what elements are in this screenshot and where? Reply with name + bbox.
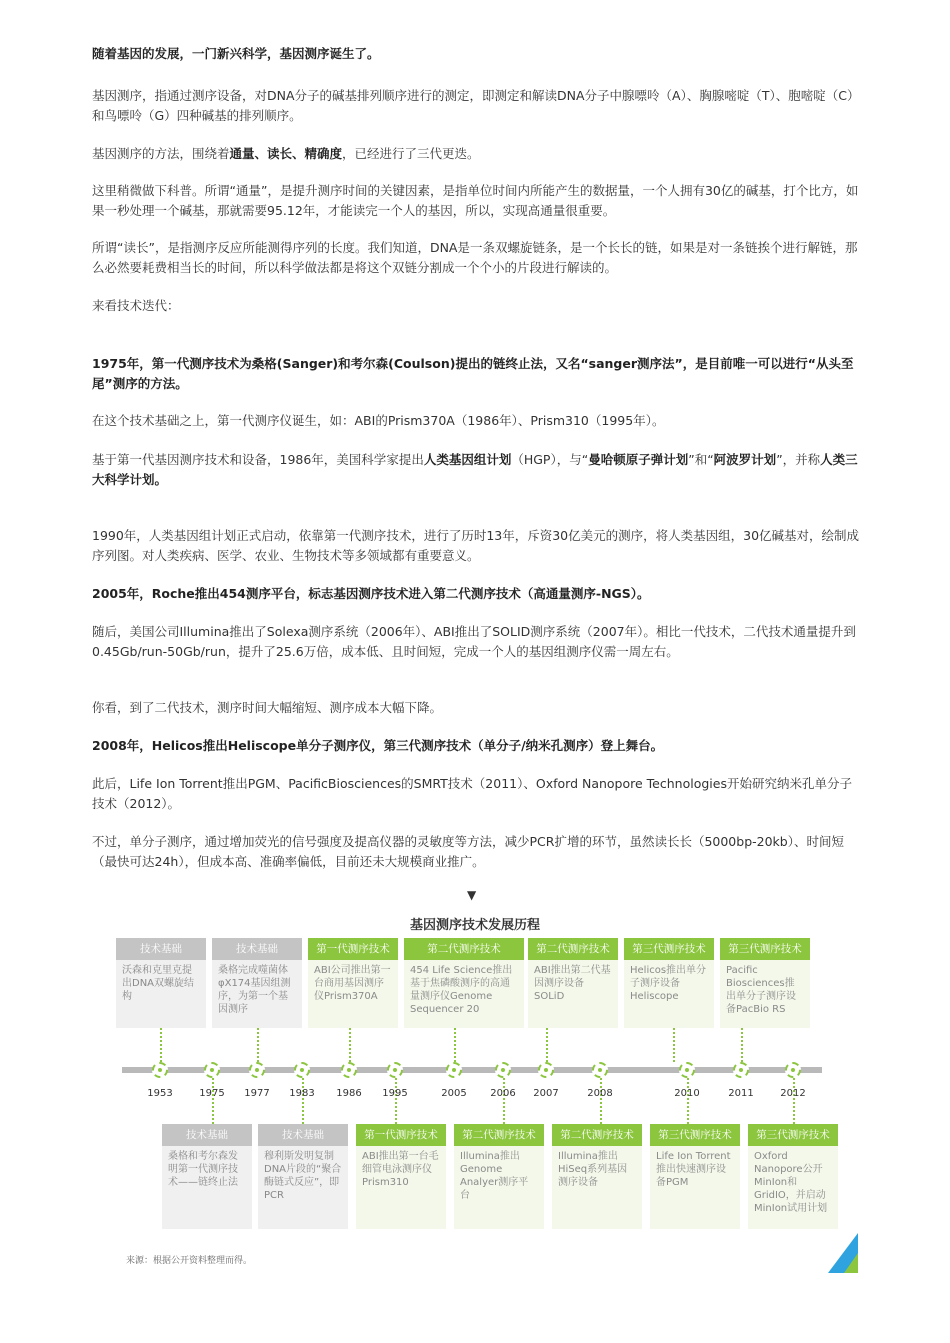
- timeline-card-bottom: [258, 1124, 348, 1229]
- card-body: Pacific Biosciences推出单分子测序设备PacBio RS: [726, 965, 796, 1015]
- connector: [673, 1028, 675, 1062]
- year-label: 1953: [147, 1088, 173, 1099]
- year-label: 1983: [289, 1088, 315, 1099]
- card-header: 第二代测序技术: [552, 1124, 642, 1146]
- year-label: 2012: [780, 1088, 806, 1099]
- timeline-card-top: [528, 938, 618, 1028]
- text: 基因测序的方法，围绕着: [92, 146, 230, 161]
- card-header: 第一代测序技术: [356, 1124, 446, 1146]
- connector: [741, 1028, 743, 1062]
- timeline-card-bottom: [552, 1124, 642, 1229]
- card-header: 技术基础: [258, 1124, 348, 1146]
- card-header: 技术基础: [212, 938, 302, 960]
- connector: [212, 1078, 214, 1124]
- connector: [160, 1028, 162, 1062]
- year-label: 2006: [490, 1088, 516, 1099]
- year-label: 2007: [533, 1088, 559, 1099]
- paragraph-methods: [92, 144, 862, 164]
- card-body: Illumina推出Genome Analyer测序平台: [460, 1151, 529, 1201]
- timeline-dot: [341, 1062, 357, 1078]
- paragraph-second-gen: 你看，到了二代技术，测序时间大幅缩短、测序成本大幅下降。: [92, 700, 443, 715]
- connector: [546, 1028, 548, 1062]
- timeline-axis: [122, 1067, 822, 1073]
- year-label: 2011: [728, 1088, 754, 1099]
- card-body: ABI公司推出第一台商用基因测序仪Prism370A: [314, 965, 391, 1002]
- card-header: 第一代测序技术: [308, 938, 398, 960]
- card-header: 第二代测序技术: [454, 1124, 544, 1146]
- paragraph-single-molecule: 不过，单分子测序，通过增加荧光的信号强度及提高仪器的灵敏度等方法，减少PCR扩增的环节，虽然读长长（5000bp-20kb）、时间短（最快可达24h），但成本高、准确率偏低，目前还未大规模商业推广。: [92, 834, 844, 869]
- paragraph-throughput: 这里稍微做下科普。所谓“通量”，是提升测序时间的关键因素，是指单位时间内所能产生的数据量，一个人拥有30亿的碱基，打个比方，如果一秒处理一个碱基，那就需要95.12年，才能读完一个人的基因，所以，实现高通量很重要。: [92, 183, 859, 218]
- text: ，已经进行了三代更迭。: [342, 146, 480, 161]
- connector: [454, 1028, 456, 1062]
- text: 基于第一代基因测序技术和设备，1986年，美国科学家提出: [92, 452, 424, 467]
- paragraph-first-gen: 在这个技术基础之上，第一代测序仪诞生，如：ABI的Prism370A（1986年）、Prism310（1995年）。: [92, 413, 665, 428]
- paragraph-hgp: [92, 450, 862, 490]
- timeline-card-top: [212, 938, 302, 1028]
- timeline-dot: [446, 1062, 462, 1078]
- figure-source: 来源：根据公开资料整理而得。: [126, 1256, 253, 1266]
- card-header: 第三代测序技术: [720, 938, 810, 960]
- connector: [793, 1078, 795, 1124]
- timeline-dot: [538, 1062, 554, 1078]
- card-header: 第三代测序技术: [624, 938, 714, 960]
- card-body: 454 Life Science推出基于焦磷酸测序的高通量测序仪Genome Sequencer 20: [410, 965, 513, 1015]
- down-arrow-icon: ▼: [467, 888, 477, 902]
- timeline-card-top: [720, 938, 810, 1028]
- paragraph-1975: 1975年，第一代测序技术为桑格(Sanger)和考尔森(Coulson)提出的链终止法，又名“sanger测序法”，是目前唯一可以进行“从头至尾”测序的方法。: [92, 356, 854, 391]
- timeline-card-top: [116, 938, 206, 1028]
- year-label: 1975: [199, 1088, 225, 1099]
- timeline-dot: [294, 1062, 310, 1078]
- card-header: 第三代测序技术: [650, 1124, 740, 1146]
- paragraph-1990: 1990年，人类基因组计划正式启动，依靠第一代测序技术，进行了历时13年，斥资30亿美元的测序，将人类基因组，30亿碱基对，绘制成序列图。对人类疾病、医学、农业、生物技术等多领域都有重要意义。: [92, 528, 860, 563]
- card-body: 桑格完成噬菌体φX174基因组测序，为第一个基因测序: [218, 965, 291, 1015]
- paragraph-read-length: 所谓“读长”，是指测序反应所能测得序列的长度。我们知道，DNA是一条双螺旋链条，是一个长长的链，如果是对一条链挨个进行解链，那么必然要耗费相当长的时间，所以科学做法都是将这个双链分割成一个个小的片段进行解读的。: [92, 240, 858, 275]
- year-label: 2008: [587, 1088, 613, 1099]
- timeline-card-bottom: [356, 1124, 446, 1229]
- connector: [302, 1078, 304, 1124]
- paragraph-iteration: 来看技术迭代：: [92, 298, 180, 313]
- year-label: 2005: [441, 1088, 467, 1099]
- year-label: 1986: [336, 1088, 362, 1099]
- timeline-card-top: [308, 938, 398, 1028]
- card-body: 桑格和考尔森发明第一代测序技术——链终止法: [168, 1151, 238, 1188]
- bold-text: 通量、读长、精确度: [229, 146, 343, 161]
- card-body: Life Ion Torrent 推出快速测序设备PGM: [656, 1151, 731, 1188]
- paragraph-illumina: 随后，美国公司Illumina推出了Solexa测序系统（2006年）、ABI推出了SOLID测序系统（2007年）。相比一代技术，二代技术通量提升到0.45Gb/run-50Gb/run，提升了25.6万倍，成本低、且时间短，完成一个人的基因组测序仪需一周左右。: [92, 624, 856, 659]
- card-header: 第三代测序技术: [748, 1124, 838, 1146]
- text: （HGP），与“: [511, 452, 589, 467]
- timeline-dot: [387, 1062, 403, 1078]
- connector: [349, 1028, 351, 1062]
- timeline-card-bottom: [748, 1124, 838, 1229]
- card-body: ABI推出第二代基因测序设备SOLiD: [534, 965, 611, 1002]
- timeline-dot: [495, 1062, 511, 1078]
- timeline-card-bottom: [650, 1124, 740, 1229]
- corner-decoration: [844, 1253, 858, 1273]
- card-body: Helicos推出单分子测序设备Heliscope: [630, 965, 707, 1002]
- year-label: 2010: [674, 1088, 700, 1099]
- card-header: 第二代测序技术: [404, 938, 524, 960]
- connector: [395, 1078, 397, 1124]
- connector: [257, 1028, 259, 1062]
- connector: [503, 1078, 505, 1124]
- timeline-card-bottom: [162, 1124, 252, 1229]
- timeline-dot: [592, 1062, 608, 1078]
- timeline-card-top: [624, 938, 714, 1028]
- text: ”和“: [688, 452, 714, 467]
- card-header: 技术基础: [116, 938, 206, 960]
- bold-text: 人类基因组计划: [423, 452, 512, 467]
- figure-title: 基因测序技术发展历程: [409, 918, 540, 933]
- year-label: 1995: [382, 1088, 408, 1099]
- card-body: Illumina推出HiSeq系列基因测序设备: [558, 1151, 628, 1188]
- timeline-dot: [204, 1062, 220, 1078]
- timeline-dot: [785, 1062, 801, 1078]
- card-body: Oxford Nanopore公开MinIon和GridIO，并启动MinIon试用计划: [754, 1151, 828, 1214]
- timeline-dot: [152, 1062, 168, 1078]
- paragraph-definition: 基因测序，指通过测序设备，对DNA分子的碱基排列顺序进行的测定，即测定和解读DNA分子中腺嘌呤（A）、胸腺嘧啶（T）、胞嘧啶（C）和鸟嘌呤（G）四种碱基的排列顺序。: [92, 88, 860, 123]
- text: ”，并称: [776, 452, 821, 467]
- connector: [687, 1078, 689, 1124]
- timeline-figure: [112, 938, 858, 1273]
- card-body: ABI推出第一台毛细管电泳测序仪Prism310: [362, 1151, 439, 1188]
- heading-intro: 随着基因的发展，一门新兴科学，基因测序诞生了。: [92, 46, 380, 61]
- card-header: 第二代测序技术: [528, 938, 618, 960]
- timeline-dot: [733, 1062, 749, 1078]
- timeline-dot: [679, 1062, 695, 1078]
- paragraph-2008: 2008年，Helicos推出Heliscope单分子测序仪，第三代测序技术（单分子/纳米孔测序）登上舞台。: [92, 738, 664, 753]
- year-label: 1977: [244, 1088, 270, 1099]
- card-body: 沃森和克里克提出DNA双螺旋结构: [122, 965, 195, 1002]
- connector: [600, 1078, 602, 1124]
- card-body: 穆利斯发明复制DNA片段的“聚合酶链式反应”，即PCR: [264, 1151, 342, 1201]
- bold-text: 曼哈顿原子弹计划: [588, 452, 689, 467]
- card-header: 技术基础: [162, 1124, 252, 1146]
- timeline-card-bottom: [454, 1124, 544, 1229]
- bold-text: 人类三大科学计划。: [92, 452, 858, 487]
- bold-text: 阿波罗计划: [713, 452, 777, 467]
- paragraph-third-gen: 此后，Life Ion Torrent推出PGM、PacificBiosciences的SMRT技术（2011）、Oxford Nanopore Technologies开始研究纳米孔单分子技术（2012）。: [92, 776, 852, 811]
- paragraph-2005: 2005年，Roche推出454测序平台，标志基因测序技术进入第二代测序技术（高通量测序-NGS）。: [92, 586, 650, 601]
- timeline-card-top: [404, 938, 524, 1028]
- timeline-dot: [249, 1062, 265, 1078]
